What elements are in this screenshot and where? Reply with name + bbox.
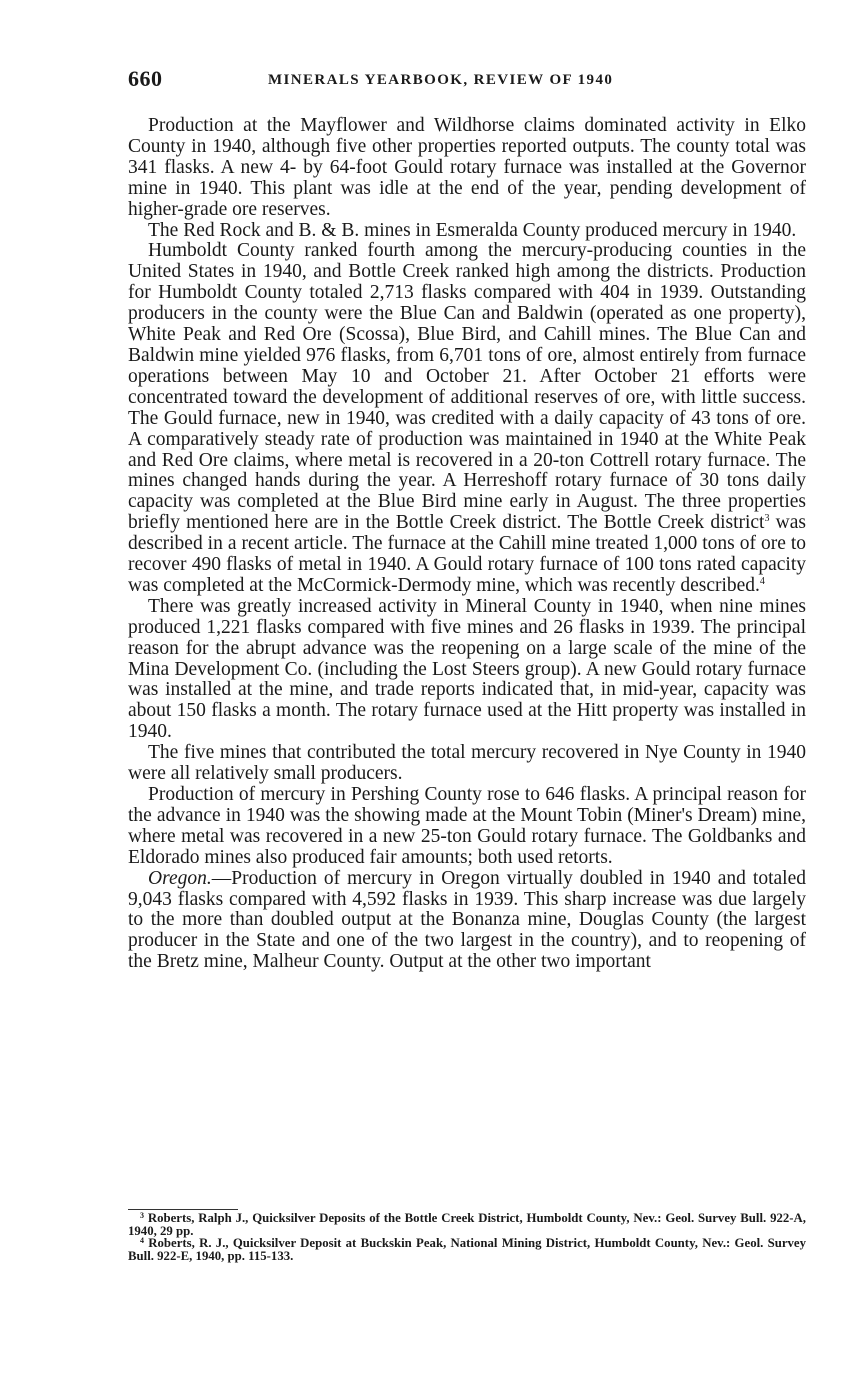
- paragraph-text: —Production of mercury in Oregon virtually doubled in 1940 and totaled 9,043 flasks compared with 4,592 flasks in 1939. This sharp increase was due largely to the more than doubled output at the Bonanza mine, Douglas County (the largest producer in the State and one of the two largest in the country), and to reopening of the Bretz mine, Malheur County. Output at the other two important: [128, 867, 806, 973]
- paragraph-text: was described in a recent article. The furnace at the Cahill mine treated 1,000 tons of ore to recover 490 flasks of metal in 1940. A Gould rotary furnace of 100 tons rated capacity was completed at the McCormick-Dermody mine, which was recently described.: [128, 512, 806, 596]
- page-header: [128, 66, 806, 100]
- page-number: 660: [128, 66, 163, 91]
- footnote-text: Roberts, Ralph J., Quicksilver Deposits of the Bottle Creek District, Humboldt County, Nev.: Geol. Survey Bull. 922-A, 1940, 29 pp.: [128, 1211, 806, 1238]
- paragraph-esmeralda: [128, 221, 806, 242]
- footnote-divider: [128, 1209, 238, 1210]
- footnote-ref-3: 3: [764, 513, 770, 525]
- body-text: [128, 116, 806, 973]
- paragraph-text: The five mines that contributed the total mercury recovered in Nye County in 1940 were all relatively small producers.: [128, 742, 806, 785]
- paragraph-text: There was greatly increased activity in Mineral County in 1940, when nine mines produced 1,221 flasks compared with five mines and 26 flasks in 1939. The principal reason for the abrupt advance was the reopening on a large scale of the mine of the Mina Development Co. (including the Lost Steers group). A new Gould rotary furnace was installed at the mine, and trade reports indicated that, in mid-year, capacity was about 150 flasks a month. The rotary furnace used at the Hitt property was installed in 1940.: [128, 595, 806, 743]
- footnote-4: [128, 1237, 806, 1262]
- paragraph-mineral: [128, 597, 806, 743]
- paragraph-oregon: [128, 869, 806, 974]
- footnote-3: [128, 1212, 806, 1237]
- paragraph-text: The Red Rock and B. & B. mines in Esmeralda County produced mercury in 1940.: [148, 219, 797, 241]
- footnote-marker: 4: [140, 1236, 144, 1246]
- footnotes: [128, 1212, 806, 1262]
- document-page: [128, 66, 806, 1263]
- paragraph-text: Humboldt County ranked fourth among the mercury-producing counties in the United States in 1940, and Bottle Creek ranked high among the districts. Production for Humboldt County totaled 2,713 flasks compared with 404 in 1939. Outstanding producers in the county were the Blue Can and Baldwin (operated as one property), White Peak and Red Ore (Scossa), Blue Bird, and Cahill mines. The Blue Can and Baldwin mine yielded 976 flasks, from 6,701 tons of ore, almost entirely from furnace operations between May 10 and October 21. After October 21 efforts were concentrated toward the development of additional reserves of ore, with little success. The Gould furnace, new in 1940, was credited with a daily capacity of 43 tons of ore. A comparatively steady rate of production was maintained in 1940 at the White Peak and Red Ore claims, where metal is recovered in a 20-ton Cottrell rotary furnace. The mines changed hands during the year. A Herreshoff rotary furnace of 30 tons daily capacity was completed at the Blue Bird mine early in August. The three properties briefly mentioned here are in the Bottle Creek district. The Bottle Creek district: [128, 240, 806, 534]
- paragraph-nye: [128, 743, 806, 785]
- footnote-marker: 3: [140, 1211, 144, 1220]
- paragraph-pershing: [128, 785, 806, 869]
- paragraph-humboldt: [128, 241, 806, 596]
- running-title: MINERALS YEARBOOK, REVIEW OF 1940: [268, 72, 614, 88]
- paragraph-text: Production of mercury in Pershing County rose to 646 flasks. A principal reason for the advance in 1940 was the showing made at the Mount Tobin (Miner's Dream) mine, where metal was recovered in a new 25-ton Gould rotary furnace. The Goldbanks and Eldorado mines also produced fair amounts; both used retorts.: [128, 784, 806, 868]
- footnote-text: Roberts, R. J., Quicksilver Deposit at Buckskin Peak, National Mining District, Humboldt County, Nev.: Geol. Survey Bull. 922-E, 1940, pp. 115-133.: [128, 1236, 806, 1263]
- footnote-ref-4: 4: [759, 575, 765, 587]
- section-lead-oregon: Oregon.: [148, 867, 212, 889]
- paragraph-text: Production at the Mayflower and Wildhorse claims dominated activity in Elko County in 1940, although five other properties reported outputs. The county total was 341 flasks. A new 4- by 64-foot Gould rotary furnace was installed at the Governor mine in 1940. This plant was idle at the end of the year, pending development of higher-grade ore reserves.: [128, 115, 806, 220]
- paragraph-elko: [128, 116, 806, 221]
